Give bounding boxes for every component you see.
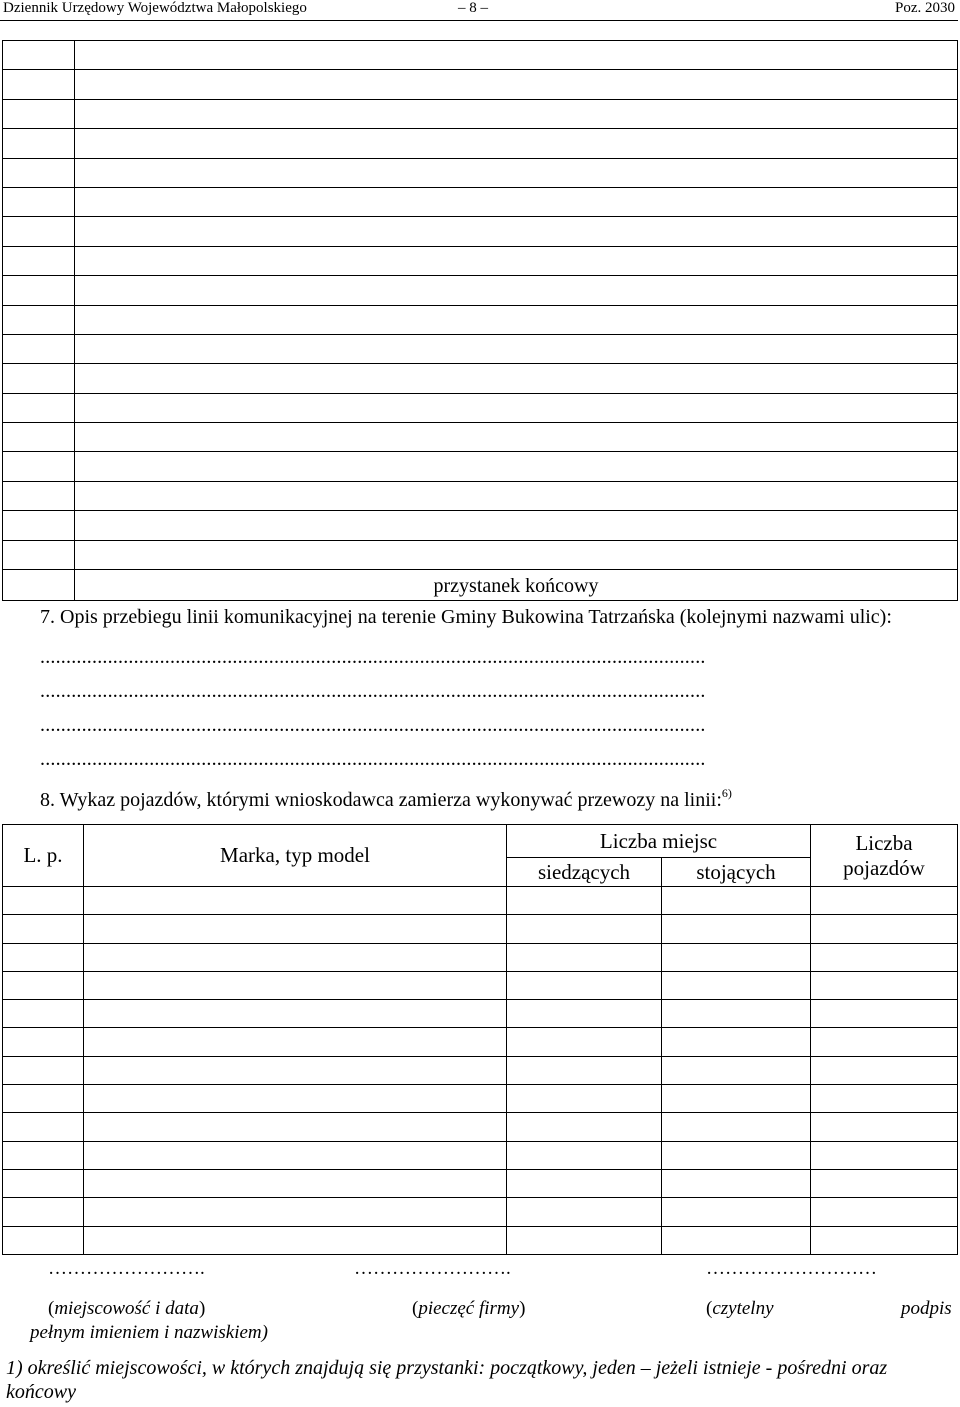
vehicle-row	[3, 915, 958, 943]
route-cell-number[interactable]	[3, 423, 75, 452]
vehicle-cell[interactable]	[811, 1226, 958, 1254]
vehicle-cell[interactable]	[811, 1000, 958, 1028]
vehicle-cell[interactable]	[84, 943, 507, 971]
route-cell-number[interactable]	[3, 276, 75, 305]
vehicle-cell[interactable]	[662, 1028, 811, 1056]
vehicle-cell[interactable]	[3, 1226, 84, 1254]
place-date-caption: (miejscowość i data)	[48, 1298, 206, 1319]
route-row	[3, 99, 958, 128]
dotted-line[interactable]: ................................................................................................................................	[40, 714, 706, 736]
route-cell-number[interactable]	[3, 334, 75, 363]
header-rule	[0, 20, 958, 21]
vehicle-cell[interactable]	[662, 971, 811, 999]
route-cell-stop[interactable]	[75, 187, 958, 216]
route-row	[3, 70, 958, 99]
vehicle-cell[interactable]	[662, 1169, 811, 1197]
vehicle-cell[interactable]	[662, 915, 811, 943]
vehicle-cell[interactable]	[507, 1000, 662, 1028]
col-header-seats: Liczba miejsc	[507, 825, 811, 858]
route-row	[3, 158, 958, 187]
vehicle-cell[interactable]	[662, 887, 811, 915]
route-cell-number[interactable]	[3, 452, 75, 481]
route-cell-number[interactable]	[3, 217, 75, 246]
vehicle-cell[interactable]	[662, 1056, 811, 1084]
vehicle-cell[interactable]	[3, 1056, 84, 1084]
vehicle-cell[interactable]	[662, 1000, 811, 1028]
position-number: Poz. 2030	[895, 0, 955, 16]
route-cell-stop[interactable]	[75, 99, 958, 128]
vehicle-cell[interactable]	[84, 1028, 507, 1056]
route-cell-stop[interactable]	[75, 158, 958, 187]
vehicle-cell[interactable]	[811, 943, 958, 971]
vehicle-cell[interactable]	[3, 1000, 84, 1028]
section-7-heading: 7. Opis przebiegu linii komunikacyjnej na terenie Gminy Bukowina Tatrzańska (kolejnymi nazwami ulic):	[40, 606, 892, 628]
col-header-count-line2: pojazdów	[843, 855, 925, 880]
route-cell-number[interactable]	[3, 129, 75, 158]
vehicle-cell[interactable]	[84, 1000, 507, 1028]
col-header-seated: siedzących	[507, 858, 662, 887]
route-cell-number[interactable]	[3, 570, 75, 601]
route-cell-stop[interactable]	[75, 334, 958, 363]
vehicles-table	[2, 824, 958, 1255]
vehicle-cell[interactable]	[662, 1085, 811, 1113]
vehicle-cell[interactable]	[3, 1169, 84, 1197]
route-row	[3, 217, 958, 246]
vehicle-cell[interactable]	[84, 1226, 507, 1254]
route-cell-end-stop: przystanek końcowy	[75, 570, 958, 601]
route-row	[3, 305, 958, 334]
vehicle-row	[3, 971, 958, 999]
route-cell-number[interactable]	[3, 305, 75, 334]
vehicle-cell[interactable]	[3, 1198, 84, 1226]
footnote-ref: 6)	[721, 786, 732, 800]
route-cell-number[interactable]	[3, 187, 75, 216]
vehicle-cell[interactable]	[507, 971, 662, 999]
vehicle-cell[interactable]	[811, 1113, 958, 1141]
route-cell-stop[interactable]	[75, 511, 958, 540]
stamp-text: pieczęć firmy	[418, 1298, 520, 1319]
place-date-text: miejscowość i data	[54, 1298, 199, 1319]
vehicle-cell[interactable]	[84, 1085, 507, 1113]
col-header-standing: stojących	[662, 858, 811, 887]
journal-title: Dziennik Urzędowy Województwa Małopolskiego	[3, 0, 307, 16]
vehicle-cell[interactable]	[811, 1198, 958, 1226]
vehicle-row	[3, 1085, 958, 1113]
vehicle-row	[3, 1198, 958, 1226]
col-header-make: Marka, typ model	[84, 825, 507, 887]
vehicle-cell[interactable]	[84, 1198, 507, 1226]
vehicle-cell[interactable]	[507, 1085, 662, 1113]
section-8-text: 8. Wykaz pojazdów, którymi wnioskodawca zamierza wykonywać przewozy na linii:	[40, 789, 722, 811]
vehicle-row	[3, 887, 958, 915]
vehicle-cell[interactable]	[507, 1028, 662, 1056]
route-cell-number[interactable]	[3, 540, 75, 569]
vehicle-cell[interactable]	[662, 1141, 811, 1169]
route-cell-number[interactable]	[3, 393, 75, 422]
route-cell-stop[interactable]	[75, 217, 958, 246]
route-row	[3, 129, 958, 158]
route-row	[3, 570, 958, 601]
page-header	[0, 0, 960, 22]
vehicle-row	[3, 1056, 958, 1084]
route-row	[3, 187, 958, 216]
route-cell-number[interactable]	[3, 481, 75, 510]
signature-caption-c: pełnym imieniem i nazwiskiem)	[30, 1322, 268, 1343]
route-cell-stop[interactable]	[75, 452, 958, 481]
vehicle-row	[3, 1169, 958, 1197]
vehicle-cell[interactable]	[84, 915, 507, 943]
footnote: 1) określić miejscowości, w których znajdują się przystanki: początkowy, jeden – jeżeli istnieje - pośredni oraz końcowy	[6, 1357, 888, 1403]
route-row	[3, 334, 958, 363]
route-cell-stop[interactable]	[75, 540, 958, 569]
route-cell-number[interactable]	[3, 41, 75, 70]
vehicle-cell[interactable]	[811, 1056, 958, 1084]
vehicle-cell[interactable]	[84, 1169, 507, 1197]
route-row	[3, 276, 958, 305]
route-cell-stop[interactable]	[75, 481, 958, 510]
route-cell-number[interactable]	[3, 158, 75, 187]
signature-dots-1: …………………….	[48, 1258, 205, 1279]
route-row	[3, 481, 958, 510]
section-8-heading	[40, 786, 732, 812]
vehicle-cell[interactable]	[84, 887, 507, 915]
vehicle-cell[interactable]	[507, 1056, 662, 1084]
vehicle-cell[interactable]	[811, 1028, 958, 1056]
vehicle-cell[interactable]	[3, 971, 84, 999]
signature-dots-3: ………………………	[706, 1258, 877, 1279]
col-header-count	[811, 825, 958, 887]
vehicle-row	[3, 1000, 958, 1028]
route-cell-stop[interactable]	[75, 70, 958, 99]
vehicle-cell[interactable]	[507, 1226, 662, 1254]
vehicle-cell[interactable]	[662, 1113, 811, 1141]
route-row	[3, 364, 958, 393]
vehicle-row	[3, 1113, 958, 1141]
vehicle-cell[interactable]	[3, 915, 84, 943]
route-cell-stop[interactable]	[75, 423, 958, 452]
vehicle-cell[interactable]	[507, 1141, 662, 1169]
signature-text-a: czytelny	[712, 1298, 774, 1319]
col-header-count-line1: Liczba	[855, 830, 913, 855]
route-cell-number[interactable]	[3, 70, 75, 99]
vehicle-cell[interactable]	[507, 887, 662, 915]
dotted-line[interactable]: ................................................................................................................................	[40, 680, 706, 702]
dotted-line[interactable]: ................................................................................................................................	[40, 748, 706, 770]
route-row	[3, 511, 958, 540]
route-cell-stop[interactable]	[75, 129, 958, 158]
vehicle-cell[interactable]	[507, 1169, 662, 1197]
vehicle-cell[interactable]	[84, 1056, 507, 1084]
route-cell-stop[interactable]	[75, 393, 958, 422]
route-cell-stop[interactable]	[75, 276, 958, 305]
vehicle-cell[interactable]	[662, 943, 811, 971]
col-header-lp: L. p.	[3, 825, 84, 887]
signature-caption-a: (czytelny	[706, 1298, 774, 1319]
route-cell-number[interactable]	[3, 511, 75, 540]
dotted-line[interactable]: ................................................................................................................................	[40, 646, 706, 668]
stamp-caption: (pieczęć firmy)	[412, 1298, 526, 1319]
vehicle-cell[interactable]	[84, 971, 507, 999]
route-cell-stop[interactable]	[75, 41, 958, 70]
route-cell-stop[interactable]	[75, 246, 958, 275]
vehicle-row	[3, 943, 958, 971]
signature-caption-b: podpis	[901, 1298, 952, 1319]
route-cell-number[interactable]	[3, 99, 75, 128]
vehicle-row	[3, 1226, 958, 1254]
route-row	[3, 452, 958, 481]
route-row	[3, 540, 958, 569]
route-row	[3, 246, 958, 275]
vehicle-row	[3, 1028, 958, 1056]
route-cell-stop[interactable]	[75, 305, 958, 334]
vehicle-cell[interactable]	[3, 1141, 84, 1169]
vehicle-cell[interactable]	[3, 1028, 84, 1056]
vehicle-cell[interactable]	[507, 915, 662, 943]
vehicle-cell[interactable]	[3, 1113, 84, 1141]
vehicle-cell[interactable]	[3, 887, 84, 915]
vehicle-cell[interactable]	[3, 1085, 84, 1113]
route-row	[3, 393, 958, 422]
route-row	[3, 423, 958, 452]
vehicle-cell[interactable]	[3, 943, 84, 971]
route-cell-number[interactable]	[3, 246, 75, 275]
vehicle-row	[3, 1141, 958, 1169]
vehicle-cell[interactable]	[811, 915, 958, 943]
vehicle-cell[interactable]	[507, 1198, 662, 1226]
page-number: – 8 –	[458, 0, 488, 16]
vehicle-cell[interactable]	[811, 1085, 958, 1113]
vehicle-cell[interactable]	[811, 971, 958, 999]
route-stops-table	[2, 40, 958, 601]
vehicle-cell[interactable]	[507, 1113, 662, 1141]
vehicle-cell[interactable]	[811, 887, 958, 915]
vehicle-cell[interactable]	[84, 1141, 507, 1169]
vehicle-cell[interactable]	[662, 1226, 811, 1254]
vehicle-cell[interactable]	[811, 1169, 958, 1197]
vehicle-cell[interactable]	[507, 943, 662, 971]
signature-dots-2: …………………….	[354, 1258, 511, 1279]
route-cell-stop[interactable]	[75, 364, 958, 393]
vehicle-cell[interactable]	[811, 1141, 958, 1169]
vehicle-cell[interactable]	[84, 1113, 507, 1141]
route-cell-number[interactable]	[3, 364, 75, 393]
vehicle-cell[interactable]	[662, 1198, 811, 1226]
route-row	[3, 41, 958, 70]
